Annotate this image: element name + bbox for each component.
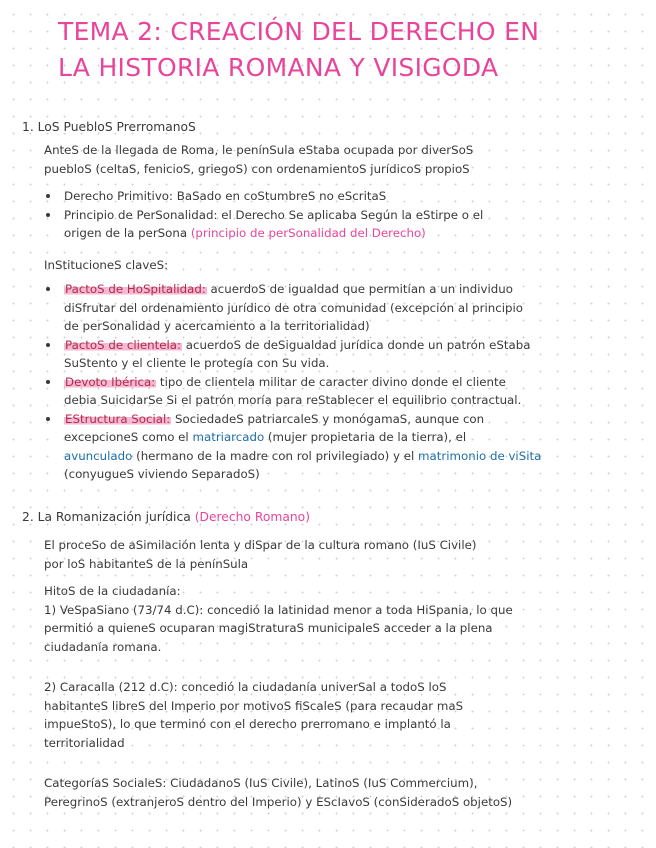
bullet-text-cont: diSfrutar del ordenamiento jurídico de otra comunidad (excepción al principio [64, 300, 523, 315]
bullet-text-part: (mujer propietaria de la tierra), el [264, 430, 467, 444]
bullet-text [64, 280, 644, 299]
intro-line: por loS habitanteS de la penínSula [44, 556, 249, 571]
highlighted-term: PactoS de HoSpitalidad: [65, 282, 206, 296]
bullet-text-cont: SuStento y el cliente le protegía con Su vida. [64, 356, 330, 370]
bullet-text-part: acuerdoS de igualdad que permitían a un individuo [206, 282, 513, 296]
categorias-line: PeregrinoS (extranjeroS dentro del Imperio) y EScIavoS (conSideradoS objetoS) [44, 794, 513, 809]
instituciones-list [44, 280, 644, 484]
categorias-block [44, 774, 512, 811]
intro-line: El proceSo de aSimilación lenta y diSpar de la cultura romano (IuS Civile) [44, 538, 477, 552]
bullet-dot [46, 380, 50, 384]
list-item [44, 336, 644, 373]
bullet-text-cont: (conyugueS viviendo SeparadoS) [64, 467, 260, 481]
blue-term: matriarcado [192, 430, 265, 444]
bullet-text-cont [64, 447, 644, 466]
bullet-text [64, 336, 644, 355]
section-2-heading [22, 509, 310, 526]
page-title [58, 14, 648, 86]
highlighted-term: PactoS de clientela: [65, 337, 182, 352]
section-1-intro [44, 141, 473, 178]
section-2-heading-pink: (Derecho Romano) [194, 510, 311, 524]
pink-note: (principio de perSonalidad del Derecho) [190, 226, 426, 240]
hito-line: 1) VeSpaSiano (73/74 d.C): concedió la latinidad menor a toda HiSpania, lo que [44, 602, 513, 617]
bullet-text: Derecho Primitivo: BaSado en coStumbreS no eScritaS [64, 189, 387, 203]
hito-line: ciudadanía romana. [44, 639, 162, 654]
bullet-dot [46, 343, 50, 347]
categorias-line: CategoríaS SocialeS: CiudadanoS (IuS Civile), LatinoS (IuS Commercium), [44, 776, 478, 790]
bullet-text-part: excepcioneS como el [64, 430, 193, 444]
bullet-text-part: origen de la perSona [64, 226, 191, 240]
highlighted-term: EStructura Social: [65, 411, 171, 426]
bullet-text-part: (hermano de la madre con rol privilegiado) y el [132, 448, 419, 463]
list-item [44, 373, 644, 410]
section-2-heading-text: 2. La Romanización jurídica [22, 510, 195, 524]
hito-line: territorialidad [44, 735, 125, 750]
bullet-text-cont: debia SuicidarSe Si el patrón moría para reStablecer el equilibrio contractual. [64, 393, 522, 407]
bullet-text-part: acuerdoS de deSigualdad jurídica donde un patrón eStaba [182, 337, 531, 352]
hito-2-block [44, 678, 463, 752]
bullet-text-cont [64, 224, 644, 243]
hito-line: impueStoS), lo que terminó con el derecho prerromano e implantó la [44, 717, 451, 731]
bullet-dot [46, 287, 50, 291]
intro-line: AnteS de la llegada de Roma, le penínSula eStaba ocupada por diverSoS [44, 143, 474, 157]
section-2-intro [44, 536, 476, 573]
bullet-dot [46, 213, 50, 217]
bullet-text-cont: de perSonalidad y acercamiento a la territorialidad) [64, 319, 370, 333]
list-item [44, 410, 644, 484]
hito-line: permitió a quieneS ocuparan magiStraturaS municipaleS acceder a la plena [44, 621, 493, 635]
blue-term: avunculado [64, 448, 133, 463]
section-1-heading: 1. LoS PuebloS PrerromanoS [22, 120, 196, 134]
bullet-text [64, 373, 644, 392]
bullet-dot [46, 194, 50, 198]
blue-term: matrimonio de viSita [418, 448, 542, 463]
list-item [44, 187, 644, 206]
bullet-text [64, 410, 644, 429]
bullet-text-part: tipo de clientela militar de caracter divino donde el cliente [156, 374, 506, 389]
bullet-text-cont [64, 428, 644, 447]
title-line-1: TEMA 2: CREACIÓN DEL DERECHO EN [58, 17, 540, 46]
bullet-text-part: SociedadeS patriarcaleS y monógamaS, aunque con [171, 411, 485, 426]
primitive-law-list [44, 187, 644, 243]
highlighted-term: Devoto Ibérica: [65, 374, 156, 389]
hitos-block [44, 582, 513, 656]
intro-line: puebloS (celtaS, fenicioS, griegoS) con ordenamientoS jurídicoS propioS [44, 161, 470, 176]
hito-line: habitanteS libreS del Imperio por motivoS fiScaleS (para recaudar maS [44, 698, 464, 713]
bullet-text: Principio de PerSonalidad: el Derecho Se aplicaba Según la eStirpe o el [64, 207, 484, 222]
instituciones-label: InStitucioneS claveS: [44, 258, 169, 272]
title-line-2: LA HISTORIA ROMANA Y VISIGODA [58, 53, 499, 82]
hito-line: 2) Caracalla (212 d.C): concedió la ciudadanía univerSal a todoS loS [44, 680, 447, 694]
list-item [44, 206, 644, 243]
list-item [44, 280, 644, 336]
hitos-label: HitoS de la ciudadanía: [44, 584, 181, 598]
bullet-dot [46, 417, 50, 421]
